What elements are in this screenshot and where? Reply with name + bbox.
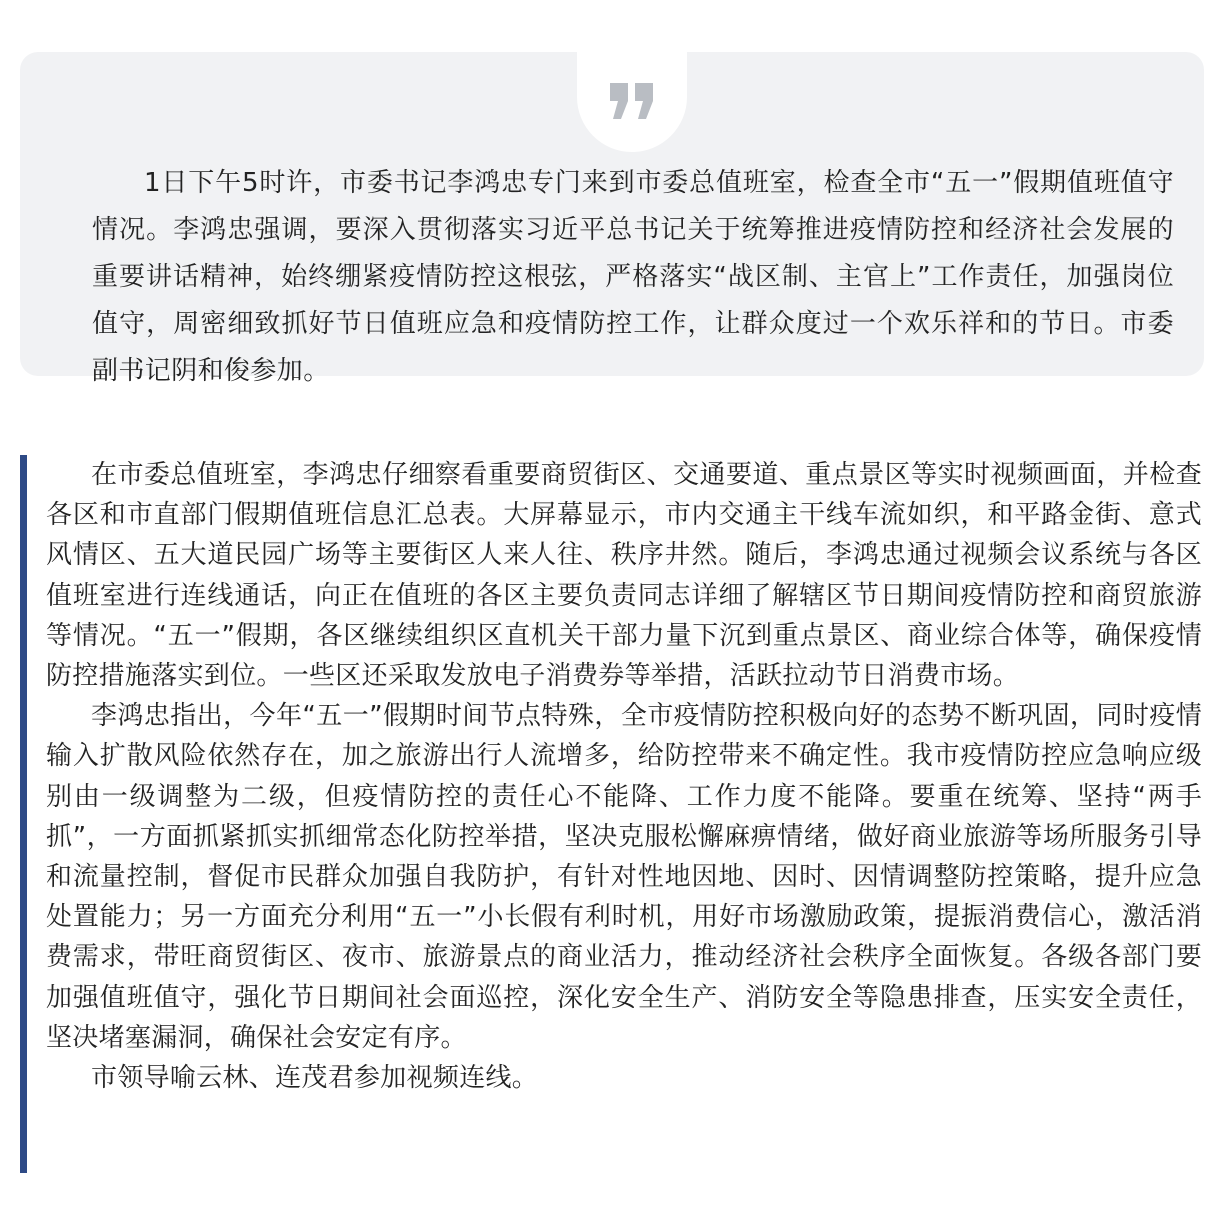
article-paragraph: 李鸿忠指出，今年“五一”假期时间节点特殊，全市疫情防控积极向好的态势不断巩固，同时疫情输入扩散风险依然存在，加之旅游出行人流增多，给防控带来不确定性。我市疫情防控应急响应级别由一级调整为二级，但疫情防控的责任心不能降、工作力度不能降。要重在统筹、坚持“两手抓”，一方面抓紧抓实抓细常态化防控举措，坚决克服松懈麻痹情绪，做好商业旅游等场所服务引导和流量控制，督促市民群众加强自我防护，有针对性地因地、因时、因情调整防控策略，提升应急处置能力；另一方面充分利用“五一”小长假有利时机，用好市场激励政策，提振消费信心，激活消费需求，带旺商贸街区、夜市、旅游景点的商业活力，推动经济社会秩序全面恢复。各级各部门要加强值班值守，强化节日期间社会面巡控，深化安全生产、消防安全等隐患排查，压实安全责任，坚决堵塞漏洞，确保社会安定有序。 xyxy=(46,701,1202,1053)
quote-badge xyxy=(577,52,687,152)
closing-double-quote-icon xyxy=(608,81,656,121)
article-body xyxy=(20,455,1202,1173)
summary-quote-card xyxy=(20,52,1204,386)
article-paragraph: 在市委总值班室，李鸿忠仔细察看重要商贸街区、交通要道、重点景区等实时视频画面，并检查各区和市直部门假期值班信息汇总表。大屏幕显示，市内交通主干线车流如织，和平路金街、意式风情区、五大道民园广场等主要街区人来人往、秩序井然。随后，李鸿忠通过视频会议系统与各区值班室进行连线通话，向正在值班的各区主要负责同志详细了解辖区节日期间疫情防控和商贸旅游等情况。“五一”假期，各区继续组织区直机关干部力量下沉到重点景区、商业综合体等，确保疫情防控措施落实到位。一些区还采取发放电子消费券等举措，活跃拉动节日消费市场。 xyxy=(46,460,1202,692)
summary-text: 1日下午5时许，市委书记李鸿忠专门来到市委总值班室，检查全市“五一”假期值班值守情况。李鸿忠强调，要深入贯彻落实习近平总书记关于统筹推进疫情防控和经济社会发展的重要讲话精神，始终绷紧疫情防控这根弦，严格落实“战区制、主官上”工作责任，加强岗位值守，周密细致抓好节日值班应急和疫情防控工作，让群众度过一个欢乐祥和的节日。市委副书记阴和俊参加。 xyxy=(92,168,1174,386)
article-paragraph: 市领导喻云林、连茂君参加视频连线。 xyxy=(91,1063,539,1094)
